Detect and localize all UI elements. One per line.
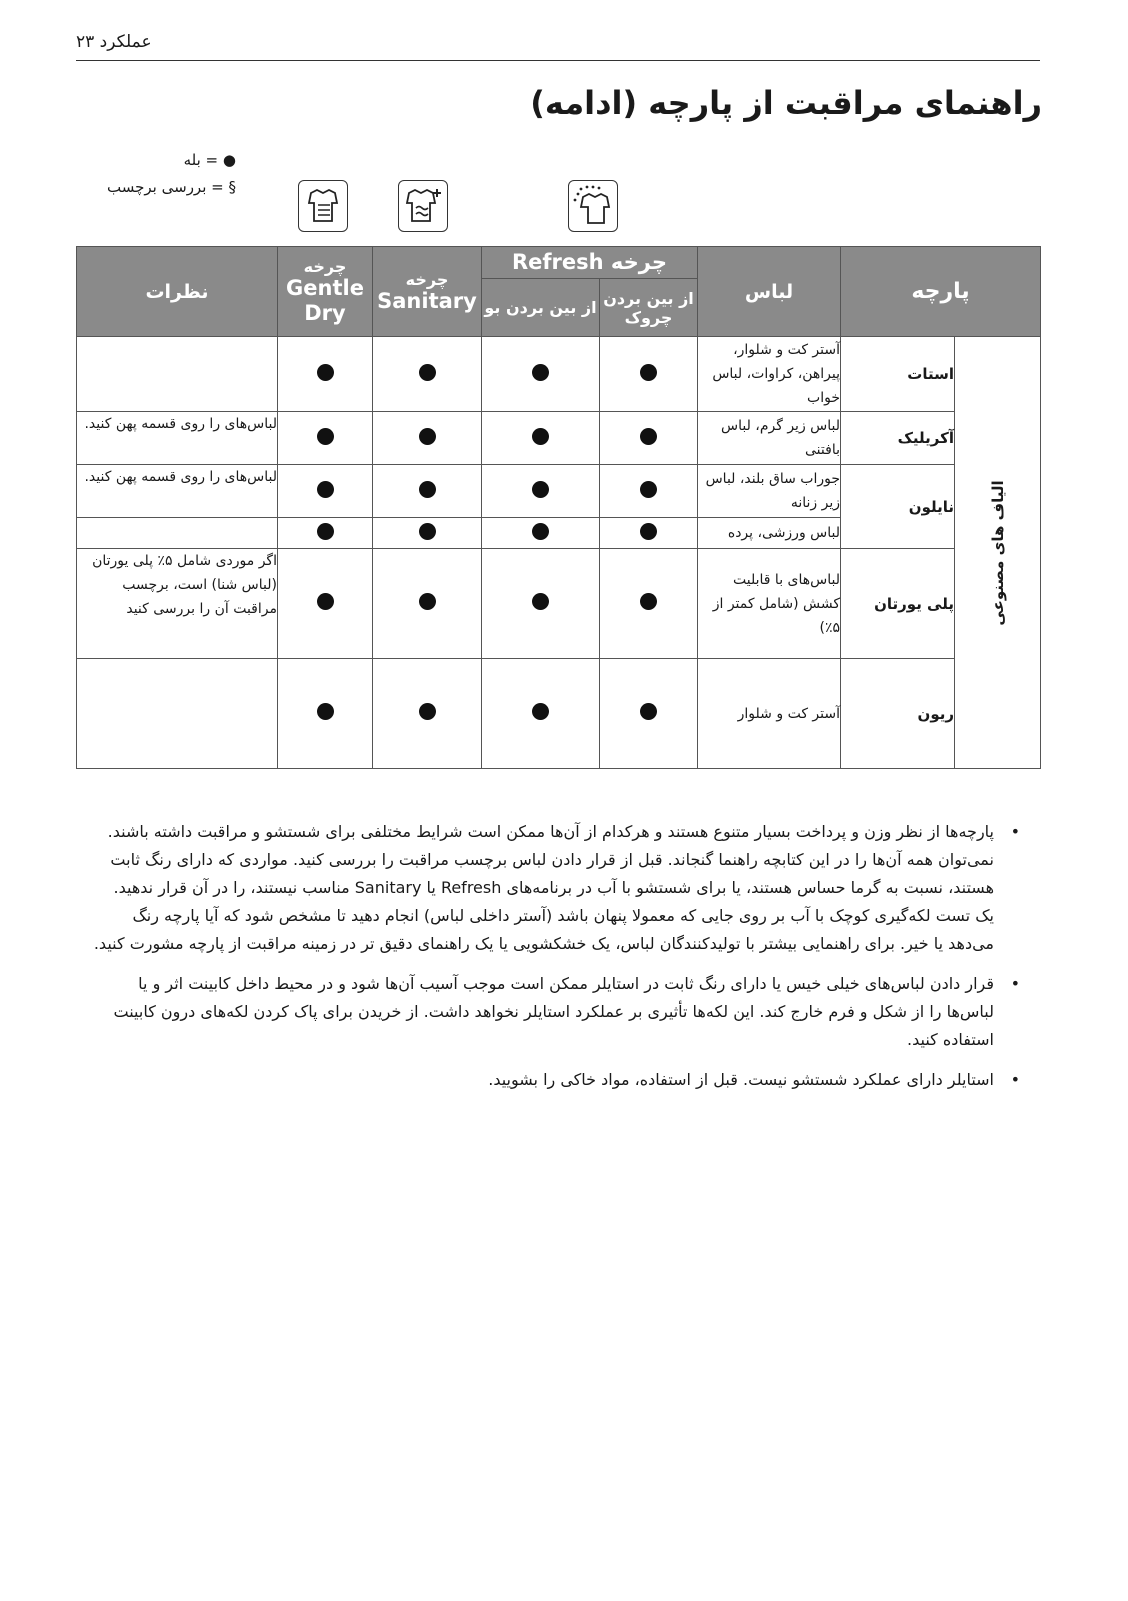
cell-refresh-odor	[482, 465, 600, 518]
row-note: لباس‌های را روی قسمه پهن کنید.	[77, 412, 278, 465]
fabric-group-label: الیاف های مصنوعی	[988, 479, 1007, 626]
yes-dot	[419, 593, 436, 610]
cell-refresh-wrinkle	[600, 412, 698, 465]
section-name: عملکرد	[99, 32, 152, 52]
header-fabric: پارچه	[841, 247, 1041, 337]
cell-refresh-wrinkle	[600, 549, 698, 659]
yes-dot	[640, 593, 657, 610]
yes-dot	[532, 364, 549, 381]
cell-refresh-odor	[482, 549, 600, 659]
header-gentle-dry: چرخه Gentle Dry	[278, 247, 373, 337]
cell-sanitary	[373, 659, 482, 769]
row-clothing: آستر کت و شلوار، پیراهن، کراوات، لباس خواب	[698, 337, 841, 412]
table-row	[77, 337, 1041, 412]
row-note	[77, 518, 278, 549]
header-refresh-odor: از بین بردن بو	[482, 279, 600, 337]
yes-dot	[317, 703, 334, 720]
yes-dot	[640, 523, 657, 540]
bullet: •	[1010, 822, 1020, 841]
yes-dot	[640, 703, 657, 720]
cell-refresh-wrinkle	[600, 465, 698, 518]
cell-refresh-odor	[482, 659, 600, 769]
cell-refresh-wrinkle	[600, 518, 698, 549]
list-item	[90, 818, 1020, 958]
refresh-icon	[568, 180, 618, 232]
row-clothing: آستر کت و شلوار	[698, 659, 841, 769]
cell-refresh-odor	[482, 337, 600, 412]
cell-gentle	[278, 465, 373, 518]
cell-refresh-odor	[482, 518, 600, 549]
yes-dot	[532, 428, 549, 445]
yes-dot	[532, 593, 549, 610]
yes-dot	[532, 703, 549, 720]
cell-gentle	[278, 412, 373, 465]
cell-gentle	[278, 549, 373, 659]
table-row	[77, 465, 1041, 518]
table-row	[77, 412, 1041, 465]
header-notes: نظرات	[77, 247, 278, 337]
cell-sanitary	[373, 549, 482, 659]
cell-refresh-wrinkle	[600, 337, 698, 412]
yes-dot	[317, 428, 334, 445]
note-text: استایلر دارای عملکرد شستشو نیست. قبل از استفاده، مواد خاکی را بشویید.	[488, 1070, 994, 1089]
page-title: راهنمای مراقبت از پارچه (ادامه)	[530, 84, 1042, 122]
cell-gentle	[278, 659, 373, 769]
cell-refresh-wrinkle	[600, 659, 698, 769]
page-header	[76, 30, 1040, 61]
yes-dot	[640, 364, 657, 381]
row-fabric: نایلون	[841, 465, 955, 549]
yes-dot	[532, 523, 549, 540]
yes-dot	[419, 364, 436, 381]
row-clothing: لباس زیر گرم، لباس بافتنی	[698, 412, 841, 465]
fabric-care-table	[76, 246, 1041, 769]
list-item	[90, 1066, 1020, 1094]
yes-dot	[317, 481, 334, 498]
table-row	[77, 549, 1041, 659]
list-item	[90, 970, 1020, 1054]
row-note: اگر موردی شامل ۵٪ پلی یورتان (لباس شنا) است، برچسب مراقبت آن را بررسی کنید	[77, 549, 278, 659]
cell-sanitary	[373, 337, 482, 412]
care-notes	[90, 818, 1020, 1106]
note-text: قرار دادن لباس‌های خیلی خیس یا دارای رنگ ثابت در استایلر ممکن است موجب آسیب آن‌ها شود و در محیط داخل کابینت اثر و یا لباس‌ها را از شکل و فرم خارج کند. این لکه‌ها تأثیری بر عملکرد استایلر نخواهد داشت. از خریدن برای پاک کردن لکه‌های درون کابینت استفاده کنید.	[113, 974, 994, 1049]
yes-dot	[419, 481, 436, 498]
cell-sanitary	[373, 518, 482, 549]
cell-gentle	[278, 337, 373, 412]
fabric-group	[955, 337, 1041, 769]
header-refresh-wrinkle: از بین بردن چروک	[600, 279, 698, 337]
legend-yes: ● = بله	[183, 151, 236, 169]
yes-dot	[317, 523, 334, 540]
cell-sanitary	[373, 465, 482, 518]
yes-dot	[640, 481, 657, 498]
yes-dot	[317, 364, 334, 381]
row-fabric: استات	[841, 337, 955, 412]
row-fabric: ریون	[841, 659, 955, 769]
cell-refresh-odor	[482, 412, 600, 465]
bullet: •	[1010, 974, 1020, 993]
bullet: •	[1010, 1070, 1020, 1089]
yes-dot	[532, 481, 549, 498]
cell-gentle	[278, 518, 373, 549]
header-sanitary: چرخه Sanitary	[373, 247, 482, 337]
row-fabric: آکریلیک	[841, 412, 955, 465]
sanitary-icon	[398, 180, 448, 232]
row-note	[77, 659, 278, 769]
yes-dot	[317, 593, 334, 610]
header-refresh: چرخه Refresh	[482, 247, 698, 279]
page-number: ۲۳	[76, 32, 95, 52]
yes-dot	[640, 428, 657, 445]
row-clothing: لباس‌های با قابلیت کشش (شامل کمتر از ۵٪)	[698, 549, 841, 659]
row-note: لباس‌های را روی قسمه پهن کنید.	[77, 465, 278, 518]
cell-sanitary	[373, 412, 482, 465]
row-fabric: پلی یورتان	[841, 549, 955, 659]
gentle-dry-icon	[298, 180, 348, 232]
row-clothing: لباس ورزشی، پرده	[698, 518, 841, 549]
legend-check-label: § = بررسی برچسب	[107, 178, 236, 196]
row-clothing: جوراب ساق بلند، لباس زیر زنانه	[698, 465, 841, 518]
page-info	[76, 32, 152, 52]
header-clothing: لباس	[698, 247, 841, 337]
note-text: پارچه‌ها از نظر وزن و پرداخت بسیار متنوع هستند و هرکدام از آن‌ها ممکن است شرایط مختلفی برای شستشو و مراقبت داشته باشند. نمی‌توان همه آن‌ها را در این کتابچه راهنما گنجاند. قبل از قرار دادن لباس برچسب مراقبت را بررسی کنید. مواردی که دارای رنگ ثابت هستند، نسبت به گرما حساس هستند، یا برای شستشو با آب در برنامه‌های Refresh یا Sanitary مناسب نیستند، را در آن قرار ندهید. یک تست لکه‌گیری کوچک با آب بر روی جایی که معمولا پنهان باشد (آستر داخلی لباس) انجام دهید تا مشخص شود که آیا پارچه رنگ می‌دهد یا خیر. برای راهنمایی بیشتر با تولیدکنندگان لباس، یک خشکشویی یا یک راهنمای دقیق تر در زمینه مراقبت از پارچه مشورت کنید.	[93, 822, 994, 953]
table-row	[77, 659, 1041, 769]
yes-dot	[419, 428, 436, 445]
yes-dot	[419, 523, 436, 540]
row-note	[77, 337, 278, 412]
yes-dot	[419, 703, 436, 720]
